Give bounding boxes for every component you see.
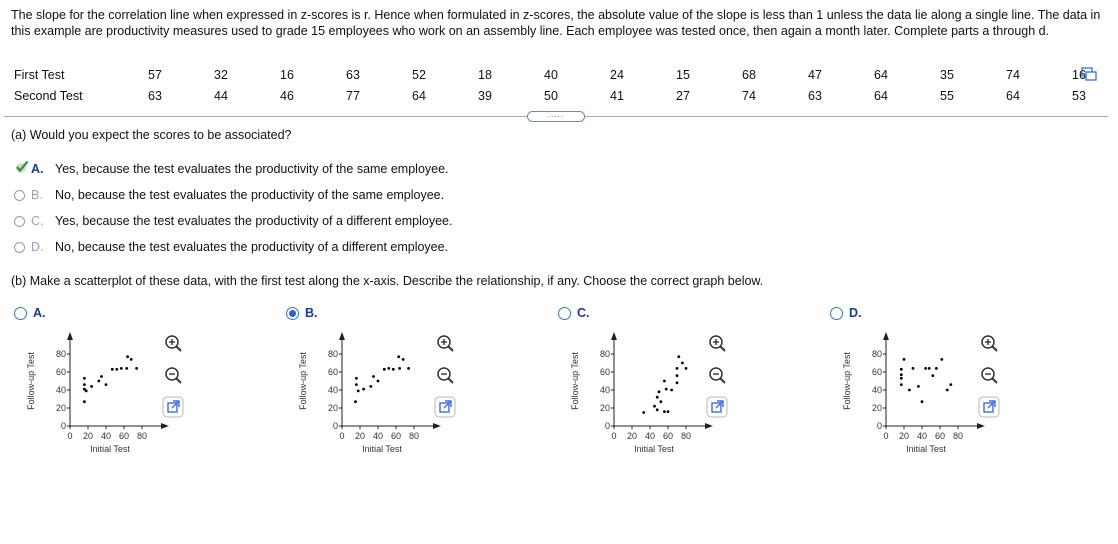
x-tick-label: 60 [118, 431, 130, 441]
y-axis-arrow [67, 332, 73, 340]
x-axis-label: Initial Test [362, 444, 402, 454]
popout-icon[interactable] [162, 396, 184, 418]
data-point [658, 390, 661, 393]
data-point [681, 362, 684, 365]
data-point [125, 367, 128, 370]
data-point [135, 367, 138, 370]
data-point [355, 383, 358, 386]
data-point [940, 358, 943, 361]
x-tick-label: 80 [680, 431, 692, 441]
x-tick-label: 20 [898, 431, 910, 441]
graph-letter: D. [849, 306, 862, 320]
data-point [372, 375, 375, 378]
x-tick-label: 40 [372, 431, 384, 441]
data-point [100, 375, 103, 378]
data-point [85, 390, 88, 393]
x-tick-label: 60 [662, 431, 674, 441]
data-point [900, 373, 903, 376]
y-tick-label: 60 [599, 367, 610, 377]
graph-option-d[interactable] [830, 306, 862, 320]
y-tick-label: 0 [60, 421, 66, 431]
data-point [921, 400, 924, 403]
x-tick-label: 0 [339, 431, 345, 441]
table-cell: 53 [1072, 88, 1086, 103]
table-cell: 74 [1006, 67, 1020, 82]
table-cell: 47 [808, 67, 822, 82]
data-point [83, 400, 86, 403]
x-axis-label: Initial Test [906, 444, 946, 454]
option-text: Yes, because the test evaluates the productivity of the same employee. [55, 162, 449, 176]
x-tick-label: 60 [934, 431, 946, 441]
data-point [908, 389, 911, 392]
x-axis-label: Initial Test [90, 444, 130, 454]
table-cell: 40 [544, 67, 558, 82]
x-axis-arrow [705, 423, 713, 429]
data-point [676, 381, 679, 384]
y-tick-label: 0 [332, 421, 338, 431]
data-point [900, 377, 903, 380]
x-tick-label: 20 [82, 431, 94, 441]
graph-option-a[interactable] [14, 306, 46, 320]
x-tick-label: 0 [611, 431, 617, 441]
zoom-out-icon[interactable] [434, 364, 456, 386]
data-point [97, 380, 100, 383]
table-cell: 63 [808, 88, 822, 103]
graph-option-c[interactable] [558, 306, 590, 320]
data-point [377, 380, 380, 383]
table-cell: 18 [478, 67, 492, 82]
y-tick-label: 80 [871, 349, 882, 359]
graph-option-b[interactable] [286, 306, 318, 320]
table-cell: 39 [478, 88, 492, 103]
data-point [83, 377, 86, 380]
table-cell: 57 [148, 67, 162, 82]
data-point [105, 383, 108, 386]
table-cell: 77 [346, 88, 360, 103]
x-tick-label: 60 [390, 431, 402, 441]
y-tick-label: 20 [599, 403, 610, 413]
table-cell: 32 [214, 67, 228, 82]
y-tick-label: 60 [55, 367, 66, 377]
table-cell: 16 [280, 67, 294, 82]
zoom-out-icon[interactable] [978, 364, 1000, 386]
y-tick-label: 60 [327, 367, 338, 377]
y-tick-label: 40 [327, 385, 338, 395]
zoom-out-icon[interactable] [162, 364, 184, 386]
table-cell: 64 [1006, 88, 1020, 103]
data-point [949, 383, 952, 386]
y-tick-label: 20 [55, 403, 66, 413]
y-tick-label: 40 [599, 385, 610, 395]
data-point [130, 358, 133, 361]
data-point [126, 355, 129, 358]
table-cell: 64 [412, 88, 426, 103]
y-tick-label: 20 [871, 403, 882, 413]
data-point [900, 368, 903, 371]
data-table [6, 64, 1112, 106]
x-tick-label: 20 [626, 431, 638, 441]
data-point [90, 385, 93, 388]
zoom-out-icon[interactable] [706, 364, 728, 386]
option-text: No, because the test evaluates the productivity of a different employee. [55, 240, 449, 254]
y-axis-label: Follow-up Test [570, 352, 580, 410]
data-point [667, 410, 670, 413]
data-point [663, 380, 666, 383]
popout-icon[interactable] [434, 396, 456, 418]
x-tick-label: 20 [354, 431, 366, 441]
table-cell: 16 [1072, 67, 1086, 82]
data-point [362, 388, 365, 391]
y-tick-label: 80 [327, 349, 338, 359]
data-point [656, 396, 659, 399]
data-point [665, 388, 668, 391]
table-cell: 50 [544, 88, 558, 103]
table-cell: 64 [874, 67, 888, 82]
x-tick-label: 80 [408, 431, 420, 441]
table-cell: 52 [412, 67, 426, 82]
data-point [685, 367, 688, 370]
data-point [928, 367, 931, 370]
zoom-in-icon[interactable] [162, 332, 184, 354]
option-text: No, because the test evaluates the productivity of the same employee. [55, 188, 445, 202]
scatterplot [836, 328, 986, 458]
data-point [900, 383, 903, 386]
table-cell: 15 [676, 67, 690, 82]
y-axis-arrow [339, 332, 345, 340]
x-tick-label: 0 [67, 431, 73, 441]
intro-text: The slope for the correlation line when expressed in z-scores is r. Hence when formulated in z-scores, the absolute value of the slope is less than 1 unless the data lie along a single line. The data in this example are productivity measures used to grade 15 employees who work on an assembly line. Each employee was tested once, then again a month later. Complete parts a through d. [11, 8, 1101, 38]
option-c[interactable] [14, 214, 452, 228]
x-tick-label: 40 [100, 431, 112, 441]
data-point [917, 385, 920, 388]
data-point [663, 410, 666, 413]
data-point [659, 400, 662, 403]
y-tick-label: 80 [55, 349, 66, 359]
y-tick-label: 20 [327, 403, 338, 413]
data-point [903, 358, 906, 361]
y-axis-label: Follow-up Test [842, 352, 852, 410]
data-point [676, 374, 679, 377]
question-a: (a) Would you expect the scores to be associated? [11, 128, 292, 142]
row-label-first: First Test [14, 67, 65, 82]
graph-radio[interactable] [14, 307, 27, 320]
table-row-second [6, 85, 1112, 106]
data-point [642, 411, 645, 414]
graph-radio[interactable] [558, 307, 571, 320]
table-cell: 63 [148, 88, 162, 103]
data-point [397, 355, 400, 358]
table-cell: 35 [940, 67, 954, 82]
question-b: (b) Make a scatterplot of these data, with the first test along the x-axis. Describe the relationship, if any. Choose the correct graph below. [11, 274, 764, 288]
data-point [387, 367, 390, 370]
option-letter: C. [31, 214, 44, 228]
data-point [83, 383, 86, 386]
data-point [354, 400, 357, 403]
zoom-in-icon[interactable] [434, 332, 456, 354]
option-d[interactable] [14, 240, 448, 254]
data-point [924, 367, 927, 370]
y-tick-label: 40 [55, 385, 66, 395]
data-point [656, 408, 659, 411]
zoom-in-icon[interactable] [706, 332, 728, 354]
option-letter: A. [31, 162, 44, 176]
x-tick-label: 80 [952, 431, 964, 441]
y-axis-arrow [883, 332, 889, 340]
data-point [670, 389, 673, 392]
radio-c[interactable] [14, 216, 25, 227]
data-point [369, 385, 372, 388]
data-point [398, 367, 401, 370]
x-tick-label: 80 [136, 431, 148, 441]
y-axis-arrow [611, 332, 617, 340]
y-tick-label: 60 [871, 367, 882, 377]
copy-icon[interactable] [1081, 67, 1097, 81]
scatterplot [20, 328, 170, 458]
radio-b[interactable] [14, 190, 25, 201]
data-point [912, 367, 915, 370]
x-axis-arrow [161, 423, 169, 429]
table-cell: 44 [214, 88, 228, 103]
x-axis-label: Initial Test [634, 444, 674, 454]
option-text: Yes, because the test evaluates the productivity of a different employee. [55, 214, 453, 228]
popout-icon[interactable] [978, 396, 1000, 418]
y-axis-label: Follow-up Test [298, 352, 308, 410]
scatterplot [564, 328, 714, 458]
radio-d[interactable] [14, 242, 25, 253]
table-cell: 64 [874, 88, 888, 103]
y-tick-label: 40 [871, 385, 882, 395]
data-point [653, 405, 656, 408]
y-tick-label: 0 [604, 421, 610, 431]
table-cell: 46 [280, 88, 294, 103]
data-point [935, 367, 938, 370]
graph-letter: C. [577, 306, 590, 320]
table-cell: 55 [940, 88, 954, 103]
graph-radio[interactable] [830, 307, 843, 320]
y-tick-label: 0 [876, 421, 882, 431]
data-point [677, 355, 680, 358]
data-point [407, 367, 410, 370]
row-label-second: Second Test [14, 88, 83, 103]
x-tick-label: 0 [883, 431, 889, 441]
table-cell: 68 [742, 67, 756, 82]
graph-letter: B. [305, 306, 318, 320]
data-point [676, 367, 679, 370]
expand-button[interactable]: ..... [527, 111, 585, 122]
data-point [355, 377, 358, 380]
option-letter: D. [31, 240, 44, 254]
table-cell: 74 [742, 88, 756, 103]
graph-letter: A. [33, 306, 46, 320]
option-b[interactable] [14, 188, 444, 202]
popout-icon[interactable] [706, 396, 728, 418]
table-cell: 24 [610, 67, 624, 82]
graph-radio[interactable] [286, 307, 299, 320]
x-axis-arrow [977, 423, 985, 429]
data-point [392, 368, 395, 371]
data-point [931, 374, 934, 377]
scatterplot [292, 328, 442, 458]
data-point [111, 368, 114, 371]
zoom-in-icon[interactable] [978, 332, 1000, 354]
data-point [120, 367, 123, 370]
data-point [383, 368, 386, 371]
data-point [115, 368, 118, 371]
y-axis-label: Follow-up Test [26, 352, 36, 410]
data-point [946, 389, 949, 392]
x-tick-label: 40 [644, 431, 656, 441]
table-row-first [6, 64, 1112, 85]
x-tick-label: 40 [916, 431, 928, 441]
option-letter: B. [31, 188, 43, 202]
x-axis-arrow [433, 423, 441, 429]
data-point [357, 390, 360, 393]
option-a[interactable] [14, 162, 449, 176]
table-cell: 63 [346, 67, 360, 82]
table-cell: 41 [610, 88, 624, 103]
table-cell: 27 [676, 88, 690, 103]
y-tick-label: 80 [599, 349, 610, 359]
data-point [402, 358, 405, 361]
